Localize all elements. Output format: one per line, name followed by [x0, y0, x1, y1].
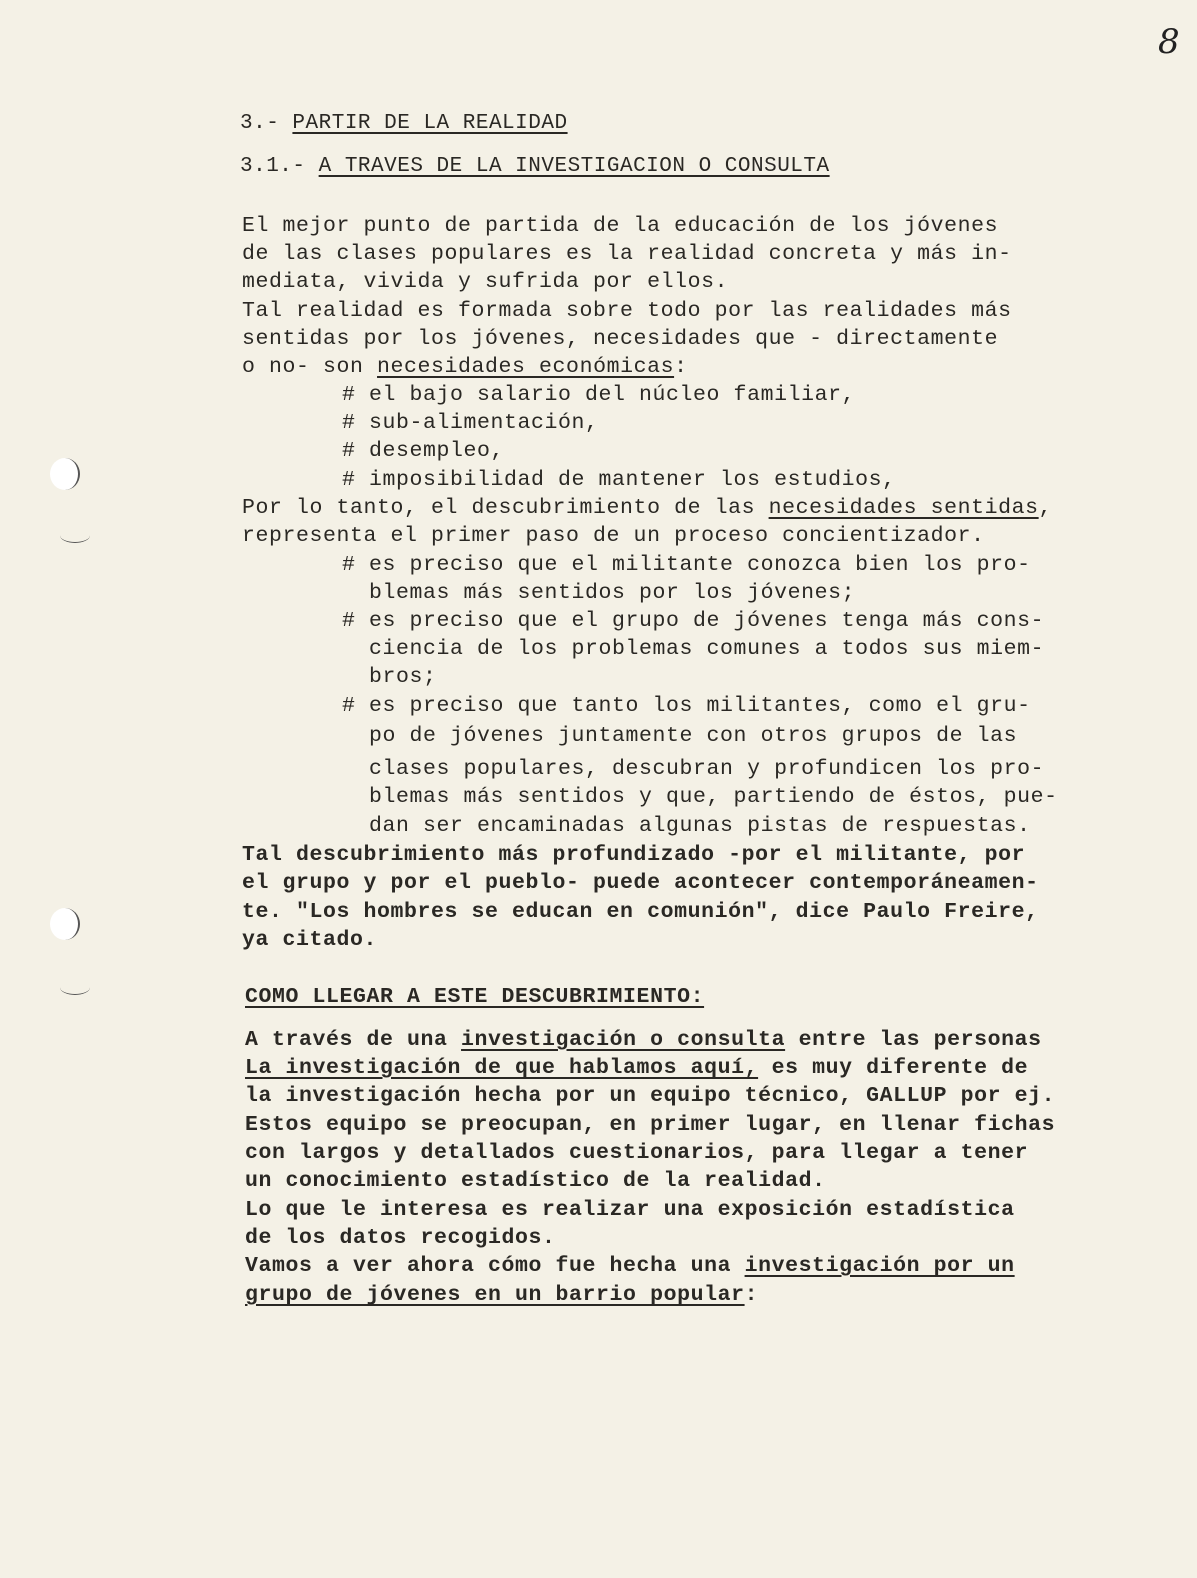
- p1-line: El mejor punto de partida de la educación de los jóvenes: [242, 214, 999, 238]
- p5-line: Estos equipo se preocupan, en primer lugar, en llenar fichas: [245, 1113, 1056, 1137]
- bullet-item: # es preciso que el grupo de jóvenes tenga más cons-: [342, 609, 1045, 633]
- p1-line: de las clases populares es la realidad concreta y más in-: [242, 242, 1012, 266]
- section-title: COMO LLEGAR A ESTE DESCUBRIMIENTO:: [245, 985, 705, 1009]
- bullet-item: # es preciso que el militante conozca bien los pro-: [342, 553, 1031, 577]
- p4-line: el grupo y por el pueblo- puede acontecer contemporáneamen-: [242, 871, 1039, 895]
- heading-2: [240, 155, 830, 178]
- p4-line: te. "Los hombres se educan en comunión", dice Paulo Freire,: [242, 900, 1039, 924]
- punch-hole-top: [50, 458, 80, 490]
- p5-text: :: [744, 1283, 759, 1307]
- underlined-phrase: necesidades sentidas: [768, 496, 1039, 520]
- p4-line: ya citado.: [242, 928, 378, 952]
- p5-text: Vamos a ver ahora cómo fue hecha una: [245, 1254, 745, 1278]
- p2-line: Tal realidad es formada sobre todo por las realidades más: [242, 299, 1012, 323]
- heading-1: [240, 112, 568, 135]
- p5-text: es muy diferente de: [758, 1056, 1029, 1080]
- p5-line: de los datos recogidos.: [245, 1226, 556, 1250]
- bullet-item: blemas más sentidos y que, partiendo de éstos, pue-: [342, 785, 1058, 809]
- heading-2-text: A TRAVES DE LA INVESTIGACION O CONSULTA: [318, 155, 830, 178]
- underlined-phrase: investigación por un: [744, 1254, 1015, 1278]
- bullet-item: po de jóvenes juntamente con otros grupos de las: [342, 724, 1018, 748]
- p3-line: representa el primer paso de un proceso concientizador.: [242, 524, 985, 548]
- underlined-phrase: La investigación de que hablamos aquí,: [245, 1056, 759, 1080]
- bullet-item: # imposibilidad de mantener los estudios,: [342, 468, 896, 492]
- bullet-item: bros;: [342, 665, 437, 689]
- p2-text: o no- son: [242, 355, 378, 379]
- p5-line: [245, 1054, 1028, 1082]
- p5-text: entre las personas: [785, 1028, 1042, 1052]
- p3-text: Por lo tanto, el descubrimiento de las: [242, 496, 769, 520]
- p3-line: [242, 494, 1052, 522]
- p5-line: [245, 1026, 1042, 1054]
- bullet-item: # el bajo salario del núcleo familiar,: [342, 383, 856, 407]
- p1-line: mediata, vivida y sufrida por ellos.: [242, 270, 729, 294]
- bullet-item: blemas más sentidos por los jóvenes;: [342, 581, 856, 605]
- bullet-item: ciencia de los problemas comunes a todos sus miem-: [342, 637, 1045, 661]
- underlined-phrase: grupo de jóvenes en un barrio popular: [245, 1283, 745, 1307]
- bullet-item: # sub-alimentación,: [342, 411, 599, 435]
- heading-2-number: 3.1.-: [240, 155, 319, 178]
- p5-line: [245, 1252, 1015, 1280]
- punch-hole-arc-bottom: [60, 980, 90, 995]
- underlined-phrase: necesidades económicas: [377, 355, 675, 379]
- p5-line: un conocimiento estadístico de la realidad.: [245, 1169, 826, 1193]
- bullet-item: dan ser encaminadas algunas pistas de respuestas.: [342, 814, 1031, 838]
- p3-text: ,: [1038, 496, 1053, 520]
- p4-line: Tal descubrimiento más profundizado -por el militante, por: [242, 843, 1026, 867]
- heading-1-number: 3.-: [240, 112, 293, 135]
- bullet-item: # desempleo,: [342, 439, 505, 463]
- p2-line: [242, 353, 688, 381]
- punch-hole-bottom: [50, 908, 80, 940]
- p2-line: sentidas por los jóvenes, necesidades que - directamente: [242, 327, 999, 351]
- bullet-item: # es preciso que tanto los militantes, como el gru-: [342, 694, 1031, 718]
- punch-hole-arc-top: [60, 528, 90, 543]
- page-number: 8: [1158, 22, 1180, 62]
- p5-line: [245, 1281, 758, 1309]
- heading-1-text: PARTIR DE LA REALIDAD: [292, 112, 568, 135]
- p5-line: la investigación hecha por un equipo técnico, GALLUP por ej.: [245, 1084, 1056, 1108]
- p2-text: :: [674, 355, 688, 379]
- underlined-phrase: investigación o consulta: [461, 1028, 786, 1052]
- bullet-item: clases populares, descubran y profundicen los pro-: [342, 757, 1045, 781]
- p5-text: A través de una: [245, 1028, 462, 1052]
- p5-line: con largos y detallados cuestionarios, para llegar a tener: [245, 1141, 1029, 1165]
- p5-line: Lo que le interesa es realizar una exposición estadística: [245, 1198, 1015, 1222]
